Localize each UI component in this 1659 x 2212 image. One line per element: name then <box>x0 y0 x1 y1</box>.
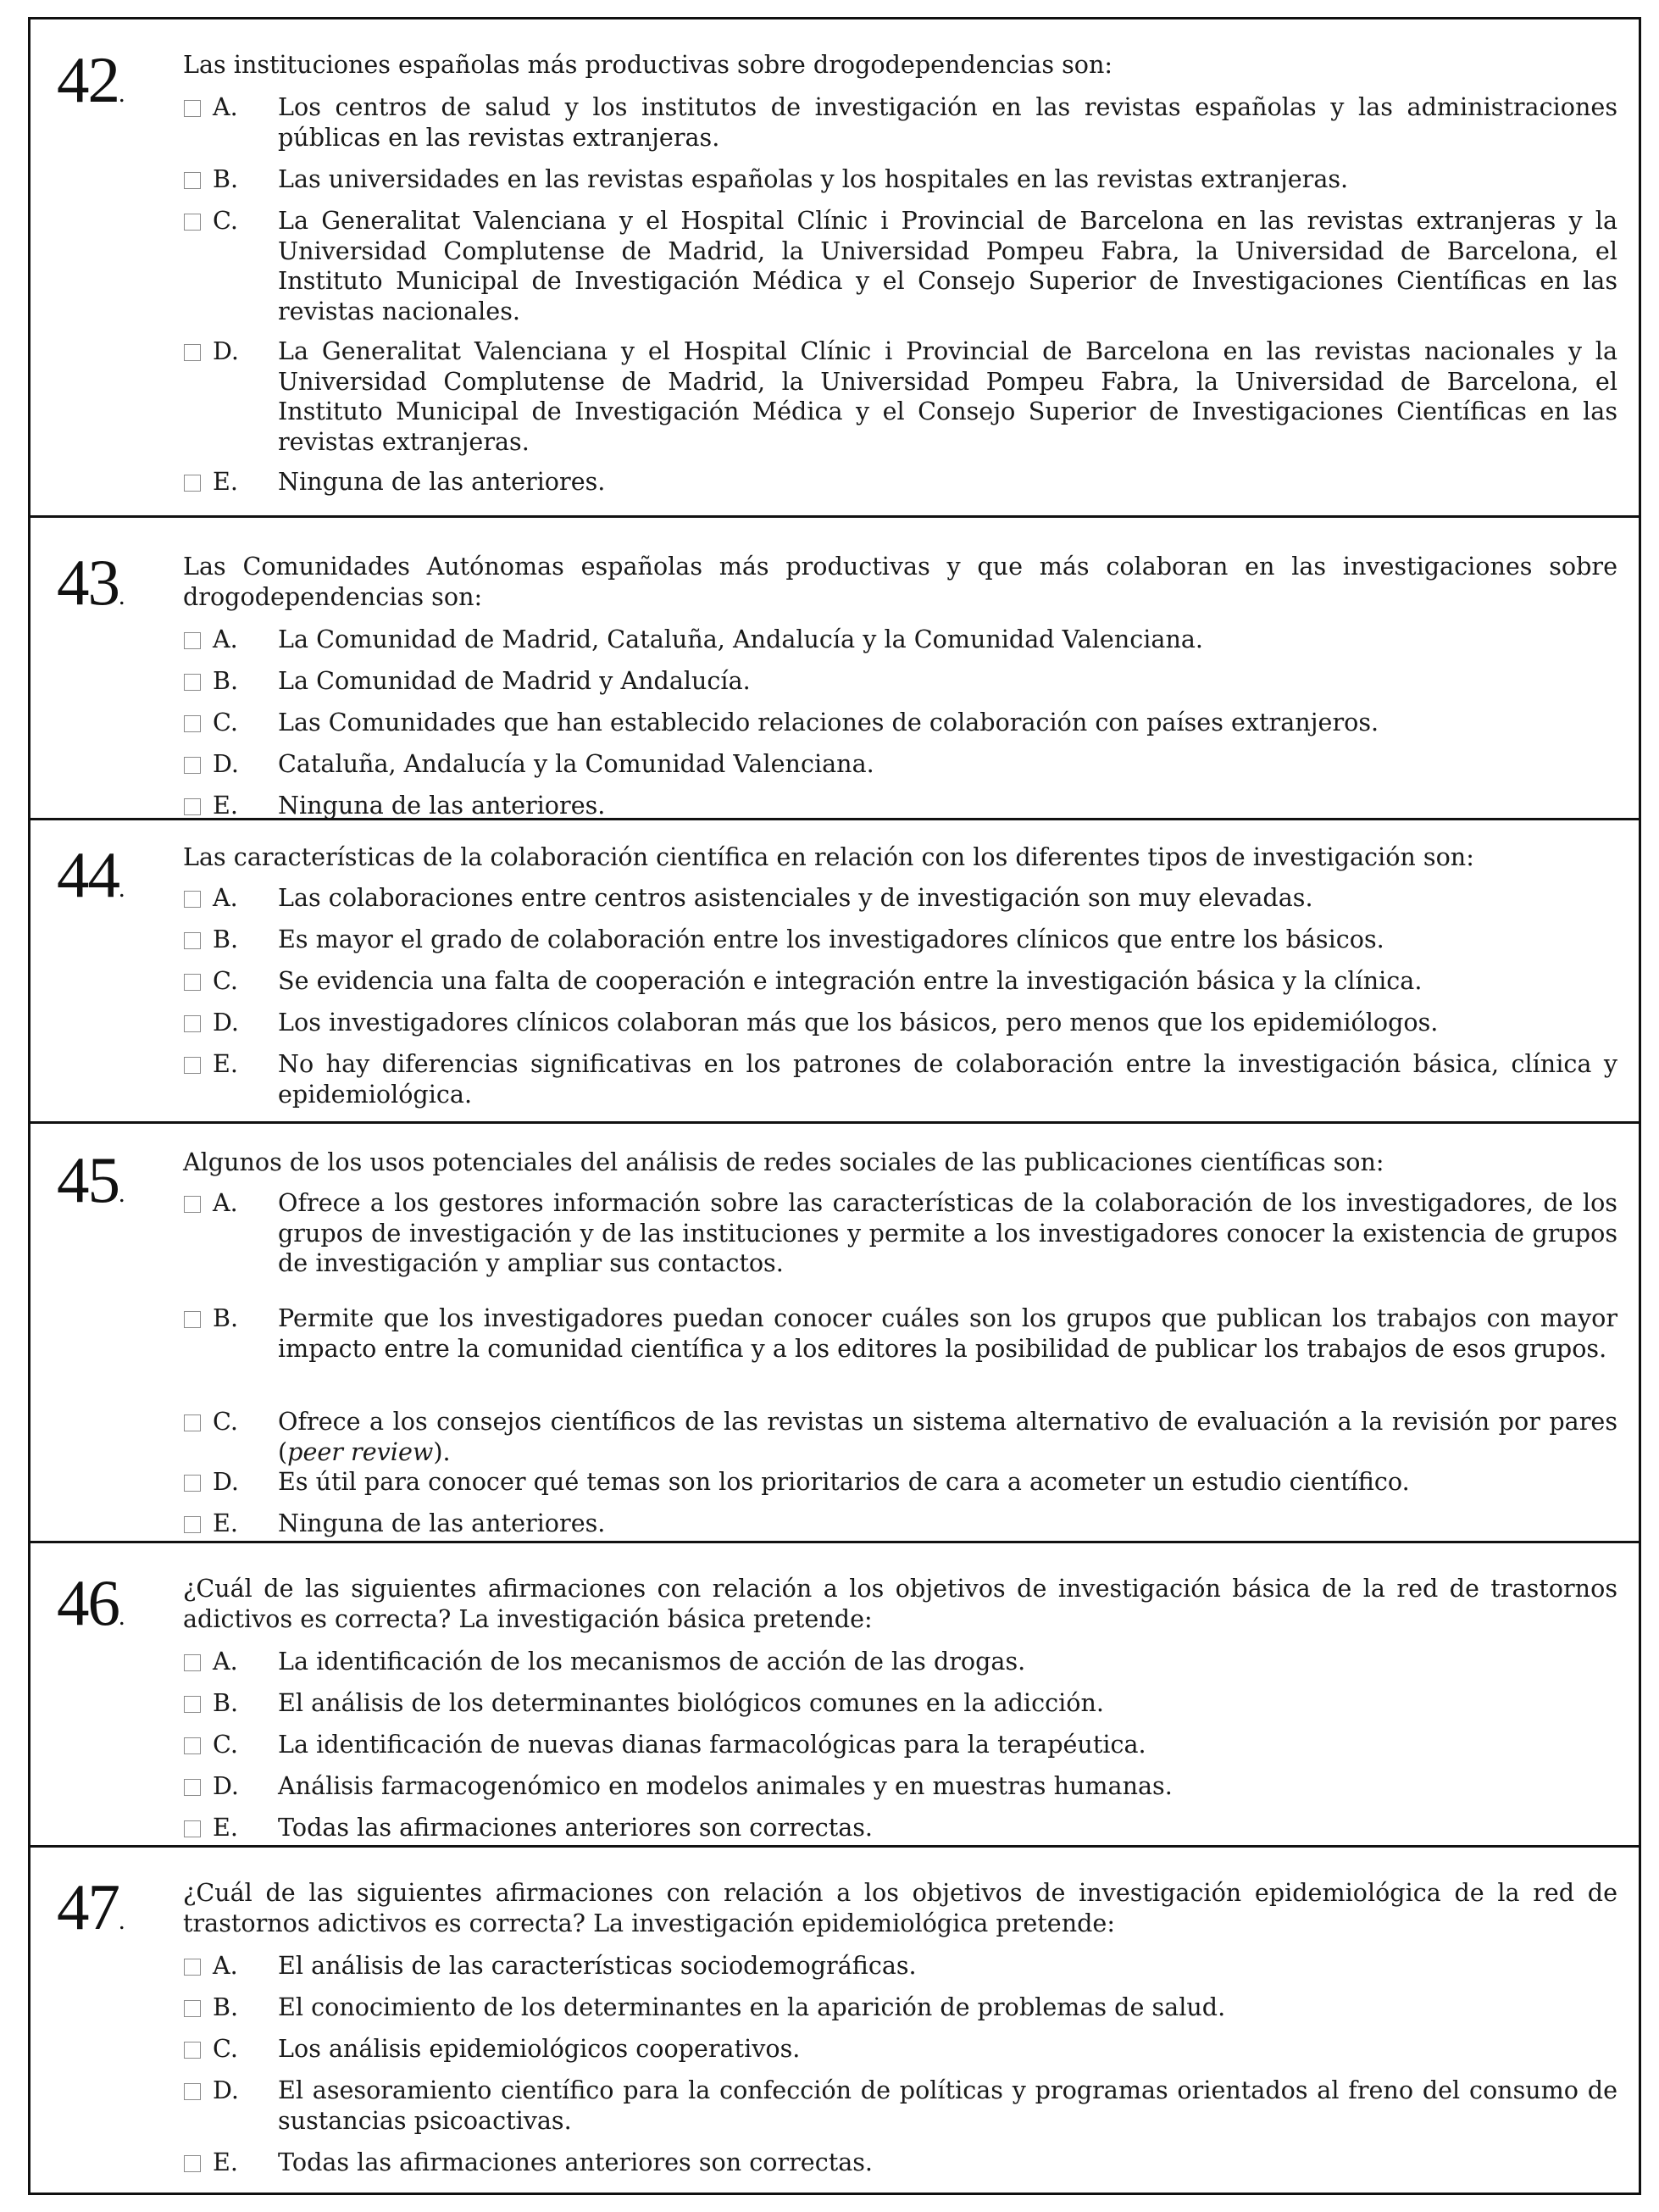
option-d-text: La Generalitat Valenciana y el Hospital Clínic i Provincial de Barcelona en las revistas nacionales y la Universidad Complutense de Madrid, la Universidad Pompeu Fabra, la Universidad de Barcelona, el Instituto Municipal de Investigación Médica y el Consejo Superior de Investigaciones Científicas en las revistas extranjeras. <box>278 336 1617 456</box>
option-c-checkbox[interactable]: C. <box>184 2034 238 2065</box>
question-stem: Algunos de los usos potenciales del análisis de redes sociales de las publicaciones científicas son: <box>183 1148 1384 1176</box>
option-e-checkbox[interactable]: E. <box>184 467 238 497</box>
option-d-checkbox[interactable]: D. <box>184 1008 239 1038</box>
option-d-checkbox[interactable]: D. <box>184 1467 239 1498</box>
option-c-text: Ofrece a los consejos científicos de las revistas un sistema alternativo de evaluación a la revisión por pares (peer review). <box>278 1407 1617 1466</box>
question-stem: ¿Cuál de las siguientes afirmaciones con relación a los objetivos de investigación epidemiológica de la red de trastornos adictivos es correcta? La investigación epidemiológica pretende: <box>183 1878 1617 1937</box>
question-46 <box>31 1541 1639 1845</box>
question-45 <box>31 1121 1639 1541</box>
option-a-checkbox[interactable]: A. <box>184 883 238 914</box>
option-c-text: Se evidencia una falta de cooperación e integración entre la investigación básica y la clínica. <box>278 966 1423 995</box>
checkbox-icon[interactable] <box>184 2042 201 2059</box>
question-number: 47. <box>57 1870 125 1943</box>
question-44 <box>31 818 1639 1121</box>
checkbox-icon[interactable] <box>184 932 201 949</box>
option-b-checkbox[interactable]: B. <box>184 1688 238 1719</box>
question-number: 44. <box>57 838 125 911</box>
option-e-text: Ninguna de las anteriores. <box>278 791 606 820</box>
option-a-checkbox[interactable]: A. <box>184 1951 238 1981</box>
option-a-text: El análisis de las características sociodemográficas. <box>278 1951 917 1980</box>
option-a-text: Ofrece a los gestores información sobre las características de la colaboración de los investigadores, de los grupos de investigación y de las instituciones y permite a los investigadores conocer la existencia de grupos de investigación y ampliar sus contactos. <box>278 1188 1617 1277</box>
option-b-text: Permite que los investigadores puedan conocer cuáles son los grupos que publican los trabajos con mayor impacto entre la comunidad científica y a los editores la posibilidad de publicar los trabajos de esos grupos. <box>278 1303 1617 1363</box>
checkbox-icon[interactable] <box>184 891 201 908</box>
option-e-text: Todas las afirmaciones anteriores son correctas. <box>278 1813 874 1842</box>
checkbox-icon[interactable] <box>184 172 201 189</box>
option-c-checkbox[interactable]: C. <box>184 708 238 738</box>
option-b-checkbox[interactable]: B. <box>184 666 238 697</box>
checkbox-icon[interactable] <box>184 214 201 231</box>
checkbox-icon[interactable] <box>184 1959 201 1976</box>
option-c-text: Los análisis epidemiológicos cooperativos. <box>278 2034 801 2063</box>
checkbox-icon[interactable] <box>184 1696 201 1713</box>
option-d-text: Análisis farmacogenómico en modelos animales y en muestras humanas. <box>278 1771 1173 1800</box>
checkbox-icon[interactable] <box>184 1311 201 1328</box>
option-e-checkbox[interactable]: E. <box>184 1813 238 1843</box>
option-a-text: Las colaboraciones entre centros asistenciales y de investigación son muy elevadas. <box>278 883 1313 912</box>
option-e-text: No hay diferencias significativas en los patrones de colaboración entre la investigación básica, clínica y epidemiológica. <box>278 1049 1617 1109</box>
option-d-text: Los investigadores clínicos colaboran más que los básicos, pero menos que los epidemiólogos. <box>278 1008 1439 1037</box>
checkbox-icon[interactable] <box>184 2000 201 2017</box>
question-42 <box>31 19 1639 515</box>
option-a-text: La Comunidad de Madrid, Cataluña, Andalucía y la Comunidad Valenciana. <box>278 625 1203 653</box>
option-b-text: El conocimiento de los determinantes en la aparición de problemas de salud. <box>278 1992 1226 2021</box>
checkbox-icon[interactable] <box>184 1737 201 1754</box>
question-stem: Las características de la colaboración científica en relación con los diferentes tipos de investigación son: <box>183 842 1474 871</box>
option-d-checkbox[interactable]: D. <box>184 1771 239 1802</box>
option-a-checkbox[interactable]: A. <box>184 625 238 655</box>
option-d-checkbox[interactable]: D. <box>184 2076 239 2106</box>
peer-review-term: peer review <box>287 1437 434 1466</box>
checkbox-icon[interactable] <box>184 757 201 774</box>
option-d-checkbox[interactable]: D. <box>184 336 239 367</box>
option-b-text: Es mayor el grado de colaboración entre los investigadores clínicos que entre los básicos. <box>278 925 1384 953</box>
option-a-checkbox[interactable]: A. <box>184 92 238 123</box>
option-a-text: La identificación de los mecanismos de acción de las drogas. <box>278 1647 1026 1676</box>
checkbox-icon[interactable] <box>184 1516 201 1533</box>
checkbox-icon[interactable] <box>184 674 201 691</box>
question-number: 43. <box>57 546 125 619</box>
checkbox-icon[interactable] <box>184 100 201 117</box>
checkbox-icon[interactable] <box>184 798 201 815</box>
checkbox-icon[interactable] <box>184 1820 201 1837</box>
option-e-checkbox[interactable]: E. <box>184 2148 238 2178</box>
option-e-text: Todas las afirmaciones anteriores son correctas. <box>278 2148 874 2176</box>
option-e-checkbox[interactable]: E. <box>184 1509 238 1539</box>
option-c-text: La Generalitat Valenciana y el Hospital Clínic i Provincial de Barcelona en las revistas extranjeras y la Universidad Complutense de Madrid, la Universidad Pompeu Fabra, la Universidad de Barcelona, el Instituto Municipal de Investigación Médica y el Consejo Superior de Investigaciones Científicas en las revistas nacionales. <box>278 206 1617 325</box>
option-c-checkbox[interactable]: C. <box>184 1407 238 1437</box>
checkbox-icon[interactable] <box>184 475 201 492</box>
checkbox-icon[interactable] <box>184 1196 201 1213</box>
option-d-checkbox[interactable]: D. <box>184 749 239 780</box>
checkbox-icon[interactable] <box>184 1654 201 1671</box>
option-c-checkbox[interactable]: C. <box>184 1730 238 1760</box>
option-a-text: Los centros de salud y los institutos de investigación en las revistas españolas y las administraciones públicas en las revistas extranjeras. <box>278 92 1617 152</box>
checkbox-icon[interactable] <box>184 715 201 732</box>
option-c-checkbox[interactable]: C. <box>184 966 238 997</box>
question-47 <box>31 1845 1639 2193</box>
checkbox-icon[interactable] <box>184 1015 201 1032</box>
question-number: 42. <box>57 43 125 116</box>
question-43 <box>31 515 1639 818</box>
option-e-text: Ninguna de las anteriores. <box>278 467 606 496</box>
checkbox-icon[interactable] <box>184 344 201 361</box>
option-d-text: Es útil para conocer qué temas son los prioritarios de cara a acometer un estudio científico. <box>278 1467 1410 1496</box>
question-stem: ¿Cuál de las siguientes afirmaciones con relación a los objetivos de investigación básica de la red de trastornos adictivos es correcta? La investigación básica pretende: <box>183 1574 1617 1633</box>
checkbox-icon[interactable] <box>184 1057 201 1074</box>
checkbox-icon[interactable] <box>184 1475 201 1492</box>
option-d-text: El asesoramiento científico para la confección de políticas y programas orientados al freno del consumo de sustancias psicoactivas. <box>278 2076 1617 2135</box>
option-b-text: Las universidades en las revistas españolas y los hospitales en las revistas extranjeras. <box>278 164 1349 193</box>
checkbox-icon[interactable] <box>184 2083 201 2100</box>
option-a-checkbox[interactable]: A. <box>184 1647 238 1677</box>
option-b-checkbox[interactable]: B. <box>184 1992 238 2023</box>
option-b-checkbox[interactable]: B. <box>184 164 238 195</box>
option-b-text: El análisis de los determinantes biológicos comunes en la adicción. <box>278 1688 1104 1717</box>
option-b-checkbox[interactable]: B. <box>184 925 238 955</box>
option-c-checkbox[interactable]: C. <box>184 206 238 236</box>
option-e-text: Ninguna de las anteriores. <box>278 1509 606 1537</box>
option-e-checkbox[interactable]: E. <box>184 1049 238 1080</box>
option-c-text: La identificación de nuevas dianas farmacológicas para la terapéutica. <box>278 1730 1146 1759</box>
option-b-checkbox[interactable]: B. <box>184 1303 238 1334</box>
checkbox-icon[interactable] <box>184 632 201 649</box>
option-e-checkbox[interactable]: E. <box>184 791 238 821</box>
questionnaire-sheet <box>28 17 1641 2195</box>
option-b-text: La Comunidad de Madrid y Andalucía. <box>278 666 751 695</box>
option-a-checkbox[interactable]: A. <box>184 1188 238 1219</box>
question-stem: Las Comunidades Autónomas españolas más productivas y que más colaboran en las investigaciones sobre drogodependencias son: <box>183 552 1617 611</box>
question-number: 46. <box>57 1566 125 1639</box>
option-d-text: Cataluña, Andalucía y la Comunidad Valenciana. <box>278 749 874 778</box>
checkbox-icon[interactable] <box>184 2155 201 2172</box>
question-stem: Las instituciones españolas más productivas sobre drogodependencias son: <box>183 50 1113 79</box>
checkbox-icon[interactable] <box>184 1414 201 1431</box>
question-number: 45. <box>57 1143 125 1216</box>
option-c-text: Las Comunidades que han establecido relaciones de colaboración con países extranjeros. <box>278 708 1379 736</box>
checkbox-icon[interactable] <box>184 1779 201 1796</box>
checkbox-icon[interactable] <box>184 974 201 991</box>
